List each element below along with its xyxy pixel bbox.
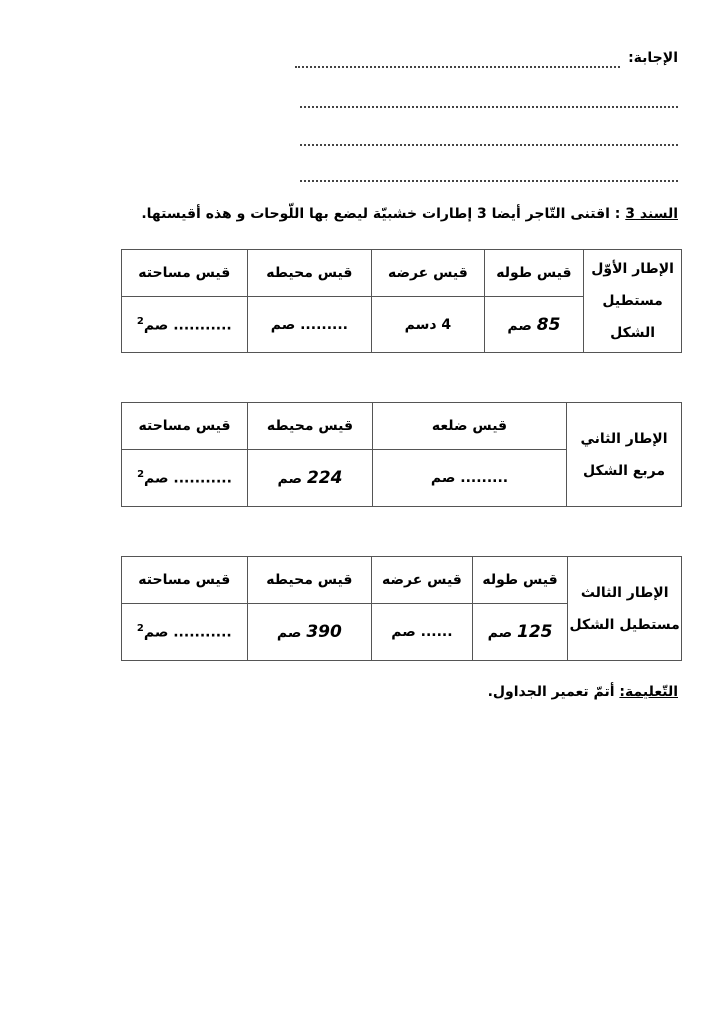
frame-1-header-width: قيس عرضه (372, 250, 485, 297)
frame-1-header-length: قيس طوله (484, 250, 584, 297)
frame-2-table (121, 402, 682, 507)
frame-3-length-cell: 125 صم (472, 604, 568, 661)
frame-3-table (121, 556, 682, 661)
answer-line-3[interactable] (300, 144, 678, 146)
answer-line-1[interactable] (295, 66, 620, 68)
frame-3-header-perimeter: قيس محيطه (247, 557, 372, 604)
frame-1-length-cell: 85 صم (484, 297, 584, 353)
frame-1-area-cell[interactable]: ........... صم$^2$ (122, 297, 248, 353)
frame-2-perimeter-cell: 224 صم (248, 450, 373, 507)
frame-1-table (121, 249, 682, 353)
instruction (488, 684, 678, 700)
frame-2-header-area: قيس مساحته (122, 403, 248, 450)
frame-2-side-cell[interactable]: ......... صم (373, 450, 567, 507)
sanad-text: : اقتنى التّاجر أيضا 3 إطارات خشبيّة ليضع بها اللّوحات و هذه أقيستها. (141, 206, 621, 222)
instruction-text: أتمّ تعمير الجداول. (487, 684, 615, 700)
frame-1-header-perimeter: قيس محيطه (247, 250, 372, 297)
frame-3-width-cell[interactable]: ...... صم (372, 604, 473, 661)
frame-3-area-cell[interactable]: ........... صم$^2$ (122, 604, 248, 661)
frame-1-perimeter-cell[interactable]: ......... صم (247, 297, 372, 353)
frame-3-title: الإطار الثالث مستطيل الشكل (568, 557, 682, 661)
frame-2-header-side: قيس ضلعه (373, 403, 567, 450)
frame-3-perimeter-cell: 390 صم (247, 604, 372, 661)
frame-1-title: الإطار الأوّل مستطيل الشكل (584, 250, 682, 353)
instruction-label: التّعليمة: (619, 684, 678, 700)
answer-line-2[interactable] (300, 106, 678, 108)
answer-line-4[interactable] (300, 180, 678, 182)
frame-2-area-cell[interactable]: ........... صم$^2$ (122, 450, 248, 507)
sanad-label: السند 3 (625, 206, 678, 222)
frame-2-header-perimeter: قيس محيطه (248, 403, 373, 450)
frame-3-header-area: قيس مساحته (122, 557, 248, 604)
frame-3-header-width: قيس عرضه (372, 557, 473, 604)
frame-2-title: الإطار الثاني مربع الشكل (567, 403, 682, 507)
frame-3-header-length: قيس طوله (472, 557, 568, 604)
sanad-3-statement (38, 206, 678, 222)
frame-1-width-cell: 4 دسم (372, 297, 485, 353)
frame-1-header-area: قيس مساحته (122, 250, 248, 297)
answer-label: الإجابة: (628, 50, 678, 66)
